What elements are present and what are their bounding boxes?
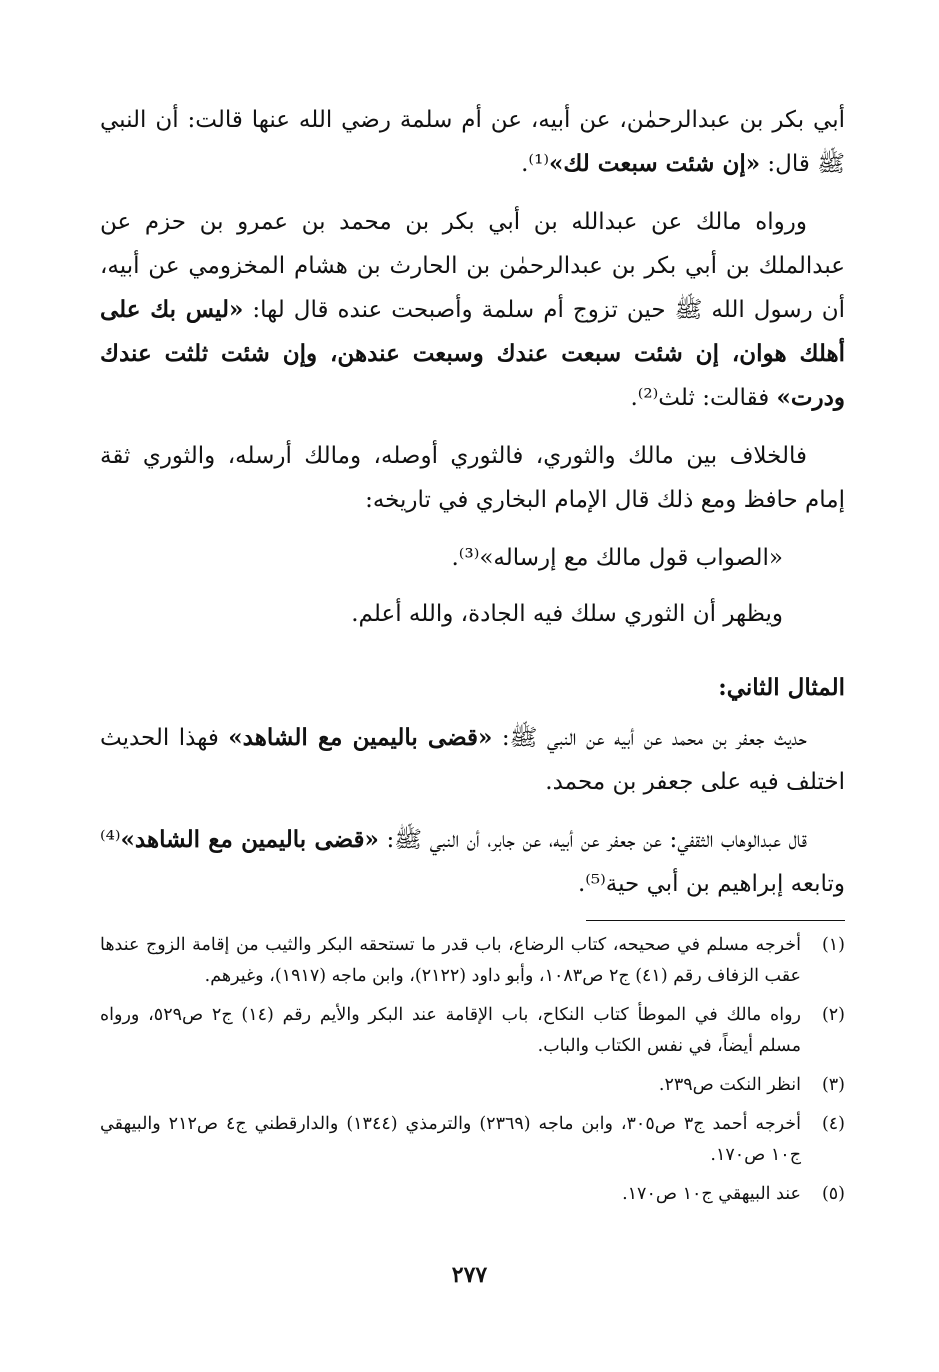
p5-text-1: قال عبدالوهاب الثقفي: عن جعفر عن أبيه، عن جابر، أن النبي ﷺ: [378,827,807,853]
p1-text-2: ⁽¹⁾. [521,151,549,177]
footnote-text: رواه مالك في الموطأ كتاب النكاح، باب الإقامة عند البكر والأيم رقم (١٤) ج٢ ص٥٢٩، ورواه مسلم أيضاً، في نفس الكتاب والباب. [100,1005,801,1056]
footnote-number: (٥) [821,1184,845,1204]
footnote-text: أخرجه مسلم في صحيحه، كتاب الرضاع، باب قدر ما تستحقه البكر والثيب من إقامة الزوج عندها عقب الزفاف رقم (٤١) ج٢ ص١٠٨٣، وأبو داود (٢١٢٢)، وابن ماجه (١٩١٧)، وغيرهم. [100,935,801,986]
footnote-divider [586,920,845,921]
paragraph-5 [100,818,845,906]
p2-hadith-quote: «ليس بك على أهلك هوان، إن شئت سبعت عندك وسبعت عندهن، وإن شئت ثلثت عندك ودرت» [100,296,845,411]
footnote-number: (٤) [821,1114,845,1134]
paragraph-1 [100,98,845,186]
p5-hadith-quote: «قضى باليمين مع الشاهد» [120,826,379,853]
p4-hadith-quote: «قضى باليمين مع الشاهد» [228,724,493,751]
paragraph-3 [100,434,845,522]
footnote-item [100,1000,845,1062]
footnote-text: انظر النكت ص٢٣٩. [658,1075,801,1095]
footnote-item [100,1179,845,1210]
main-text [100,98,845,920]
footnote-item [100,1070,845,1101]
footnotes [100,930,845,1218]
page-number: ٢٧٧ [451,1262,488,1288]
paragraph-2 [100,200,845,420]
p4-text-1: حديث جعفر بن محمد عن أبيه عن النبي ﷺ: [492,725,808,751]
paragraph-4 [100,716,845,804]
p1-hadith-quote: «إن شئت سبعت لك» [548,150,761,177]
p2-text-2: فقالت: ثلث⁽²⁾. [630,385,777,411]
footnote-number: (١) [821,935,845,955]
p1-text-1: أبي بكر بن عبدالرحمٰن، عن أبيه، عن أم سلمة رضي الله عنها قالت: أن النبي ﷺ قال: [100,107,845,177]
section-heading: المثال الثاني: [718,674,845,701]
p3-text-1: فالخلاف بين مالك والثوري، فالثوري أوصله، ومالك أرسله، والثوري ثقة إمام حافظ ومع ذلك قال الإمام البخاري في تاريخه: [100,443,845,513]
footnote-number: (٣) [821,1075,845,1095]
footnote-item [100,1109,845,1171]
footnote-item [100,930,845,992]
p5-text-2: ⁽⁴⁾ وتابعه إبراهيم بن أبي حية⁽⁵⁾. [100,827,845,897]
conclusion-line: ويظهر أن الثوري سلك فيه الجادة، والله أعلم. [351,601,783,627]
footnote-number: (٢) [821,1005,845,1025]
footnote-text: أخرجه أحمد ج٣ ص٣٠٥، وابن ماجه (٢٣٦٩) والترمذي (١٣٤٤) والدارقطني ج٤ ص٢١٢ والبيهقي ج١٠ ص١٧٠. [100,1114,801,1165]
footnote-text: عند البيهقي ج١٠ ص١٧٠. [622,1184,801,1204]
p2-text-1: ورواه مالك عن عبدالله بن أبي بكر بن محمد بن عمرو بن حزم عن عبدالملك بن أبي بكر بن عبدالرحمٰن بن الحارث بن هشام المخزومي عن أبيه، أن رسول الله ﷺ حين تزوج أم سلمة وأصبحت عنده قال لها: [100,209,845,323]
bukhari-quote: «الصواب قول مالك مع إرساله»⁽³⁾. [451,545,783,571]
p4-text-2: فهذا الحديث اختلف فيه على جعفر بن محمد. [100,725,845,795]
